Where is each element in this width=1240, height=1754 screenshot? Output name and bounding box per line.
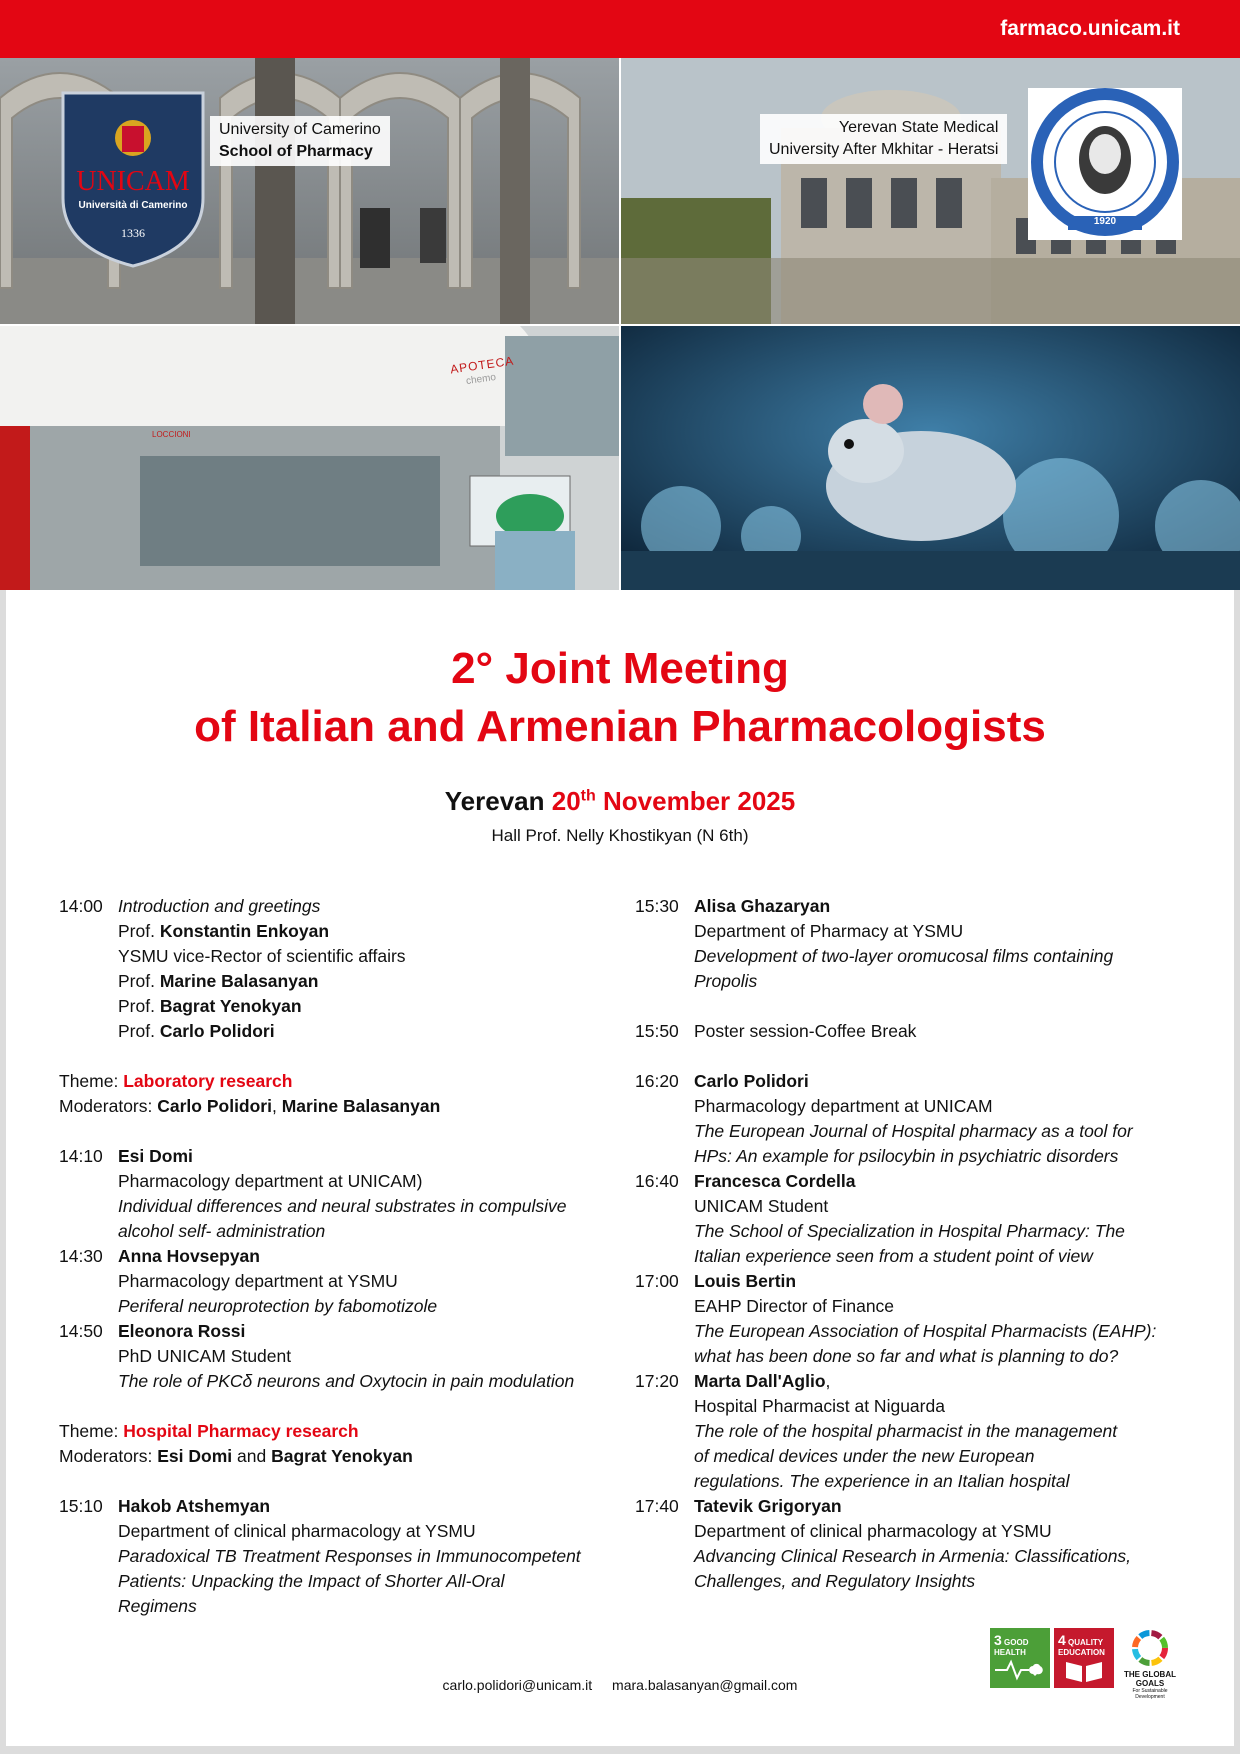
pharmacy-robot-photo bbox=[0, 326, 619, 590]
program-entry bbox=[59, 1144, 619, 1244]
ysmu-name-cont: University After Mkhitar - Heratsi bbox=[769, 141, 999, 158]
speaker-name: Carlo Polidori bbox=[694, 1071, 809, 1091]
talk-title: Italian experience seen from a student point of view bbox=[694, 1246, 1093, 1266]
speaker-affiliation: Pharmacology department at UNICAM) bbox=[118, 1171, 423, 1191]
speaker-role: YSMU vice-Rector of scientific affairs bbox=[118, 946, 406, 966]
speaker-affiliation: Pharmacology department at UNICAM bbox=[694, 1096, 993, 1116]
entry-time: 14:00 bbox=[59, 896, 103, 916]
entry-time: 15:10 bbox=[59, 1496, 103, 1516]
sdg-3-good-health-icon: 3 GOOD HEALTH bbox=[990, 1628, 1050, 1688]
speaker-affiliation: Hospital Pharmacist at Niguarda bbox=[694, 1396, 945, 1416]
program-entry bbox=[59, 1319, 619, 1394]
title-line-1: 2° Joint Meeting bbox=[451, 644, 789, 693]
talk-title: Periferal neuroprotection by fabomotizole bbox=[118, 1296, 438, 1316]
entry-time: 17:00 bbox=[635, 1271, 679, 1291]
speaker-name: Tatevik Grigoryan bbox=[694, 1496, 842, 1516]
bottom-frame bbox=[0, 1746, 1240, 1754]
speaker-name: Eleonora Rossi bbox=[118, 1321, 246, 1341]
speaker-name: Esi Domi bbox=[118, 1146, 193, 1166]
unicam-school: School of Pharmacy bbox=[219, 143, 373, 160]
talk-title: Challenges, and Regulatory Insights bbox=[694, 1571, 976, 1591]
talk-title: regulations. The experience in an Italian hospital bbox=[694, 1471, 1070, 1491]
lab-mouse-photo bbox=[621, 326, 1240, 590]
talk-title: The European Association of Hospital Pharmacists (EAHP): bbox=[694, 1321, 1157, 1341]
entry-time: 14:10 bbox=[59, 1146, 103, 1166]
speaker-affiliation: PhD UNICAM Student bbox=[118, 1346, 292, 1366]
program-entry bbox=[635, 1169, 1195, 1269]
talk-title: Paradoxical TB Treatment Responses in Immunocompetent bbox=[118, 1546, 581, 1566]
break-label: Poster session-Coffee Break bbox=[694, 1021, 917, 1041]
robot-model-text: chemo bbox=[465, 371, 497, 388]
entry-time: 16:20 bbox=[635, 1071, 679, 1091]
sdg-4-quality-education-icon: 4 QUALITY EDUCATION bbox=[1054, 1628, 1114, 1688]
speaker-affiliation: Department of clinical pharmacology at YSMU bbox=[118, 1521, 476, 1541]
program-entry bbox=[635, 1269, 1195, 1369]
talk-title: Advancing Clinical Research in Armenia: Classifications, bbox=[694, 1546, 1132, 1566]
speaker-affiliation: UNICAM Student bbox=[694, 1196, 829, 1216]
contact-emails bbox=[0, 1677, 1240, 1693]
program-entry bbox=[635, 1494, 1195, 1594]
city: Yerevan bbox=[444, 786, 545, 816]
email-link[interactable]: carlo.polidori@unicam.it bbox=[442, 1677, 593, 1693]
top-bar bbox=[0, 0, 1240, 58]
robot-brand-text: APOTECA bbox=[449, 353, 516, 377]
left-frame bbox=[0, 590, 6, 1754]
ysmu-label bbox=[760, 114, 1007, 164]
entry-time: 16:40 bbox=[635, 1171, 679, 1191]
unicam-logo-sub: Università di Camerino bbox=[78, 200, 188, 211]
speaker-name: Francesca Cordella bbox=[694, 1171, 856, 1191]
speaker-name: Anna Hovsepyan bbox=[118, 1246, 260, 1266]
entry-time: 17:40 bbox=[635, 1496, 679, 1516]
site-url-link[interactable]: farmaco.unicam.it bbox=[1000, 17, 1180, 40]
program-entry bbox=[59, 894, 619, 1044]
unicam-logo bbox=[58, 88, 208, 268]
unicam-logo-text: UNICAM bbox=[76, 166, 190, 197]
unicam-label bbox=[210, 116, 390, 166]
entry-time: 14:30 bbox=[59, 1246, 103, 1266]
program-entry bbox=[635, 894, 1195, 994]
talk-title: Individual differences and neural substrates in compulsive bbox=[118, 1196, 567, 1216]
global-goals-subtext: For Sustainable Development bbox=[1132, 1688, 1168, 1700]
entry-title: Introduction and greetings bbox=[118, 896, 321, 916]
talk-title: The School of Specialization in Hospital Pharmacy: The bbox=[694, 1221, 1125, 1241]
right-frame bbox=[1234, 590, 1240, 1754]
entry-time: 14:50 bbox=[59, 1321, 103, 1341]
speaker: Prof. Bagrat Yenokyan bbox=[118, 996, 302, 1016]
program-entry bbox=[59, 1494, 619, 1619]
ysmu-name: Yerevan State Medical bbox=[838, 119, 999, 136]
ysmu-logo bbox=[1028, 88, 1182, 240]
talk-title: alcohol self- administration bbox=[118, 1221, 326, 1241]
speaker: Prof. Marine Balasanyan bbox=[118, 971, 319, 991]
speaker-affiliation: Department of Pharmacy at YSMU bbox=[694, 921, 964, 941]
theme-heading: Theme: Laboratory research bbox=[59, 1071, 293, 1091]
talk-title: The role of PKCδ neurons and Oxytocin in pain modulation bbox=[118, 1371, 575, 1391]
moderators: Moderators: Esi Domi and Bagrat Yenokyan bbox=[59, 1446, 413, 1466]
global-goals-text: THE GLOBAL GOALS bbox=[1124, 1670, 1176, 1688]
talk-title: Propolis bbox=[694, 971, 758, 991]
moderators: Moderators: Carlo Polidori, Marine Balasanyan bbox=[59, 1096, 441, 1116]
talk-title: HPs: An example for psilocybin in psychiatric disorders bbox=[694, 1146, 1119, 1166]
speaker-affiliation: Department of clinical pharmacology at YSMU bbox=[694, 1521, 1052, 1541]
speaker-name: Hakob Atshemyan bbox=[118, 1496, 271, 1516]
hall: Hall Prof. Nelly Khostikyan (N 6th) bbox=[491, 826, 749, 845]
theme-heading: Theme: Hospital Pharmacy research bbox=[59, 1421, 359, 1441]
ysmu-logo-year: 1920 bbox=[1093, 216, 1117, 227]
program-left-column bbox=[59, 894, 619, 1619]
talk-title: Development of two-layer oromucosal films containing bbox=[694, 946, 1114, 966]
program-entry bbox=[635, 1369, 1195, 1494]
talk-title: what has been done so far and what is planning to do? bbox=[694, 1346, 1119, 1366]
speaker: Prof. Carlo Polidori bbox=[118, 1021, 275, 1041]
speaker-name: Marta Dall'Aglio bbox=[694, 1371, 826, 1391]
entry-time: 15:50 bbox=[635, 1021, 679, 1041]
entry-time: 17:20 bbox=[635, 1371, 679, 1391]
talk-title: The European Journal of Hospital pharmacy as a tool for bbox=[694, 1121, 1133, 1141]
speaker-name: Louis Bertin bbox=[694, 1271, 797, 1291]
unicam-logo-year: 1336 bbox=[121, 226, 145, 240]
robot-maker-text: LOCCIONI bbox=[152, 430, 191, 439]
unicam-name: University of Camerino bbox=[219, 121, 381, 138]
email-link[interactable]: mara.balasanyan@gmail.com bbox=[612, 1677, 798, 1693]
program-right-column bbox=[635, 894, 1195, 1594]
title-line-2: of Italian and Armenian Pharmacologists bbox=[194, 702, 1046, 751]
speaker-affiliation: EAHP Director of Finance bbox=[694, 1296, 895, 1316]
program-entry bbox=[59, 1244, 619, 1319]
talk-title: Patients: Unpacking the Impact of Shorter All-Oral bbox=[118, 1571, 505, 1591]
date: 20th November 2025 bbox=[551, 786, 796, 816]
speaker-name: Alisa Ghazaryan bbox=[694, 896, 831, 916]
program-entry bbox=[635, 1069, 1195, 1169]
speaker-affiliation: Pharmacology department at YSMU bbox=[118, 1271, 398, 1291]
talk-title: The role of the hospital pharmacist in the management bbox=[694, 1421, 1118, 1441]
entry-time: 15:30 bbox=[635, 896, 679, 916]
talk-title: of medical devices under the new European bbox=[694, 1446, 1035, 1466]
date-line bbox=[0, 786, 1240, 817]
meeting-title bbox=[0, 640, 1240, 756]
program-entry bbox=[635, 1019, 1195, 1044]
talk-title: Regimens bbox=[118, 1596, 197, 1616]
speaker-name-row: Marta Dall'Aglio, bbox=[694, 1371, 831, 1391]
speaker: Prof. Konstantin Enkoyan bbox=[118, 921, 330, 941]
